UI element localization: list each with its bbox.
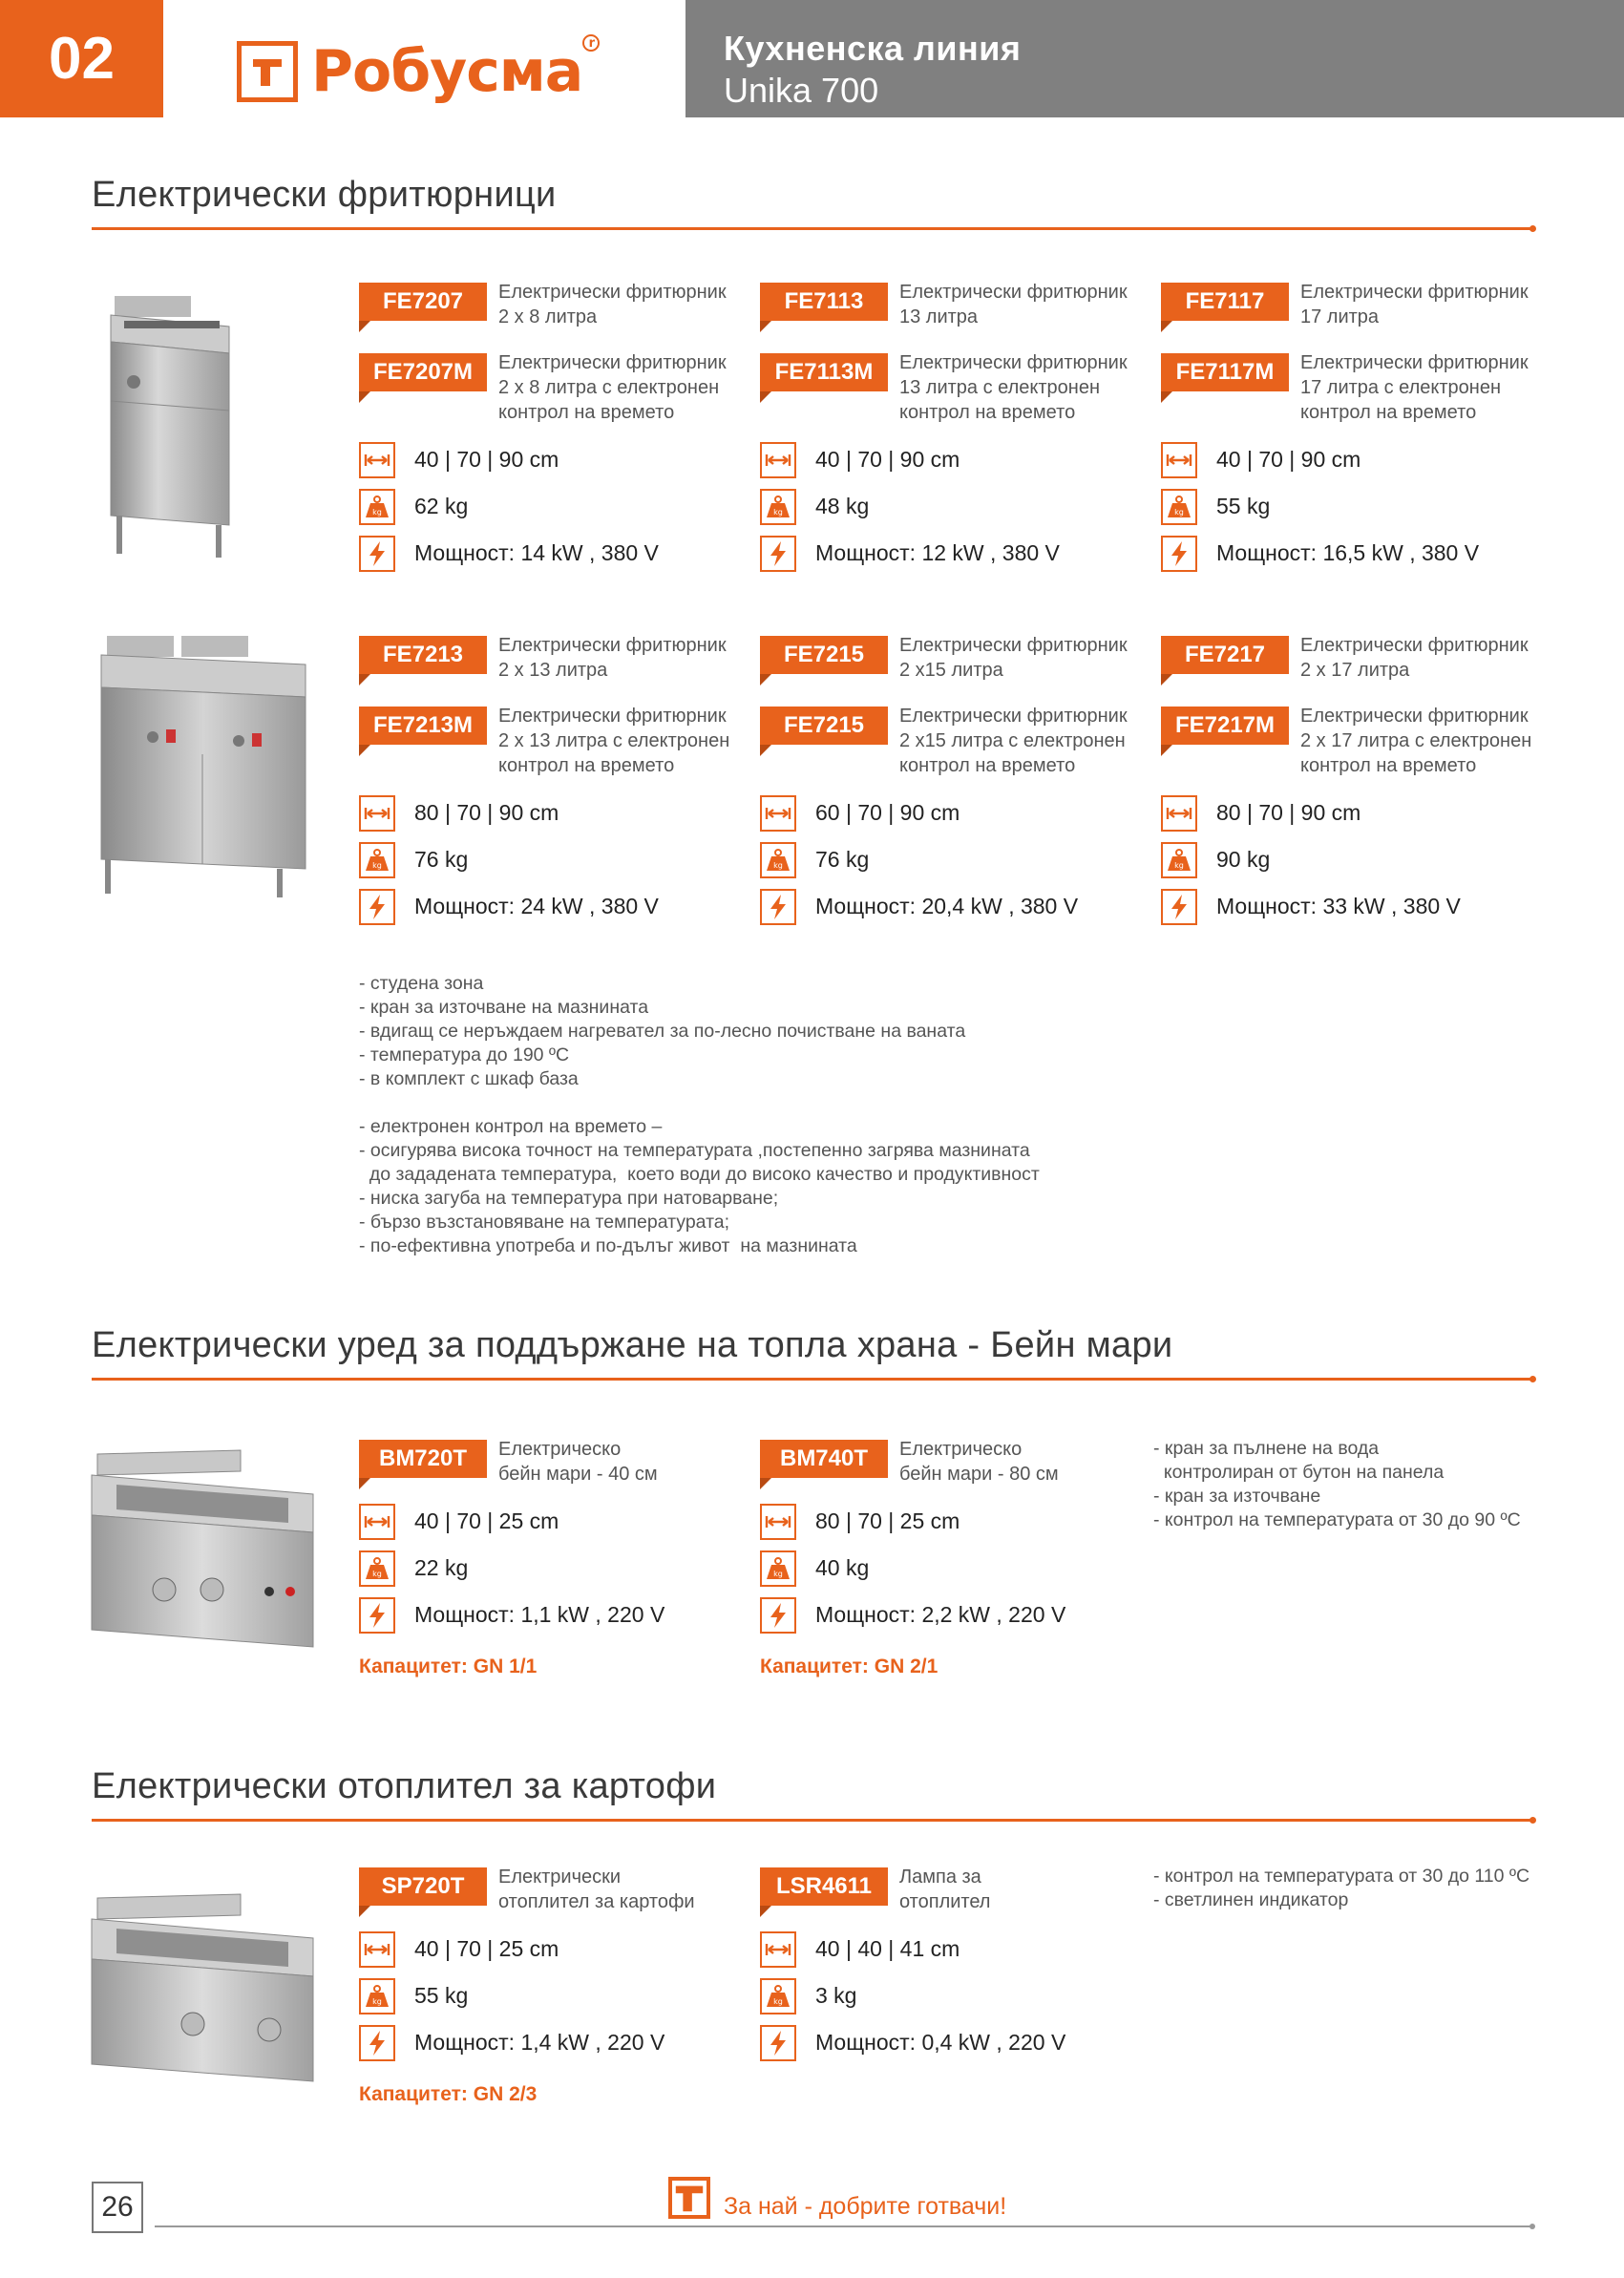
spec-value-power: Мощност: 1,1 kW , 220 V xyxy=(414,1602,665,1627)
product-code-row xyxy=(1161,633,1543,683)
weight-icon xyxy=(760,1550,796,1587)
potato-warmer-image xyxy=(88,1890,317,2091)
spec-value-weight: 22 kg xyxy=(414,1555,469,1580)
spec-dims xyxy=(1161,790,1543,836)
svg-text:kg: kg xyxy=(773,1569,783,1578)
product-description xyxy=(899,280,1128,329)
spec-value-dims: 40 | 40 | 41 cm xyxy=(815,1936,960,1961)
spec-value-dims: 60 | 70 | 90 cm xyxy=(815,800,960,825)
dimensions-icon xyxy=(359,1504,395,1540)
power-icon xyxy=(760,536,796,572)
weight-icon xyxy=(359,842,395,878)
description-line: бейн мари - 40 см xyxy=(498,1464,658,1485)
dimensions-icon xyxy=(760,1504,796,1540)
svg-text:kg: kg xyxy=(372,1569,382,1578)
product-description xyxy=(1300,704,1531,778)
description-line: контрол на времето xyxy=(899,402,1076,423)
description-line: контрол на времето xyxy=(1300,755,1477,776)
weight-icon xyxy=(359,489,395,525)
spec-value-power: Мощност: 0,4 kW , 220 V xyxy=(815,2030,1066,2055)
description-line: Електрически фритюрник xyxy=(899,635,1128,656)
note-line: - кран за източване на мазнината xyxy=(359,997,649,1018)
spec-value-weight: 90 kg xyxy=(1216,847,1271,872)
spec-power xyxy=(760,530,1142,577)
product-capacity: Капацитет: GN 1/1 xyxy=(359,1656,538,1677)
power-icon xyxy=(359,2025,395,2061)
description-line: 2 x15 литра с електронен xyxy=(899,730,1126,751)
description-line: контрол на времето xyxy=(899,755,1076,776)
product-capacity: Капацитет: GN 2/1 xyxy=(760,1656,939,1677)
spec-power xyxy=(359,530,741,577)
spec-dims xyxy=(760,1498,1142,1545)
weight-icon xyxy=(760,842,796,878)
product-code-row xyxy=(359,280,741,329)
section-title-fryers: Електрически фритюрници xyxy=(92,175,557,215)
product-description xyxy=(899,350,1128,425)
product-code-row xyxy=(760,633,1142,683)
description-line: Електрически фритюрник xyxy=(498,282,727,303)
footer-slogan: За най - добрите готвачи! xyxy=(724,2193,1007,2220)
power-icon xyxy=(760,889,796,925)
spec-weight xyxy=(359,483,741,530)
product-code-tag: SP720T xyxy=(359,1867,487,1906)
fryer-product-fe7215 xyxy=(760,633,1142,930)
description-line: 17 литра с електронен xyxy=(1300,377,1502,398)
product-description xyxy=(899,1437,1059,1487)
product-code-tag: BM720T xyxy=(359,1440,487,1478)
note-line: - температура до 190 ºС xyxy=(359,1044,570,1065)
spec-value-power: Мощност: 33 kW , 380 V xyxy=(1216,894,1461,918)
spec-value-dims: 80 | 70 | 25 cm xyxy=(815,1508,960,1533)
fryer-notes xyxy=(359,972,1040,1258)
section-title-potato: Електрически отоплител за картофи xyxy=(92,1766,717,1806)
svg-text:kg: kg xyxy=(773,507,783,517)
note-line: - контрол на температурата от 30 до 90 ºС xyxy=(1153,1509,1521,1530)
spec-weight xyxy=(760,483,1142,530)
spec-weight xyxy=(359,1972,741,2019)
product-code-tag: FE7117 xyxy=(1161,283,1289,321)
spec-value-power: Мощност: 1,4 kW , 220 V xyxy=(414,2030,665,2055)
spec-value-weight: 40 kg xyxy=(815,1555,870,1580)
spec-value-weight: 55 kg xyxy=(1216,494,1271,518)
product-bm720t xyxy=(359,1437,741,1678)
description-line: отоплител xyxy=(899,1891,991,1912)
description-line: контрол на времето xyxy=(498,755,675,776)
description-line: 13 литра xyxy=(899,306,979,327)
description-line: Електрически фритюрник xyxy=(1300,282,1529,303)
power-icon xyxy=(1161,889,1197,925)
footer-divider xyxy=(155,2225,1532,2227)
product-code-tag: FE7215 xyxy=(760,636,888,674)
spec-weight xyxy=(359,836,741,883)
spec-value-dims: 40 | 70 | 25 cm xyxy=(414,1936,559,1961)
weight-icon xyxy=(760,1978,796,2014)
description-line: 13 литра с електронен xyxy=(899,377,1101,398)
description-line: 2 x 13 литра xyxy=(498,660,608,681)
product-code-row xyxy=(359,1865,741,1914)
spec-dims xyxy=(760,436,1142,483)
spec-value-weight: 3 kg xyxy=(815,1983,857,2008)
product-code-row xyxy=(1161,350,1543,425)
spec-value-power: Мощност: 16,5 kW , 380 V xyxy=(1216,540,1480,565)
page-number: 26 xyxy=(92,2182,143,2233)
power-icon xyxy=(1161,536,1197,572)
svg-text:kg: kg xyxy=(773,860,783,870)
description-line: Електрически фритюрник xyxy=(498,352,727,373)
description-line: Електрически фритюрник xyxy=(1300,635,1529,656)
note-line: - по-ефективна употреба и по-дълъг живот на мазнината xyxy=(359,1235,857,1256)
header-title: Кухненска линия xyxy=(724,29,1022,68)
spec-value-dims: 40 | 70 | 90 cm xyxy=(414,447,559,472)
product-code-row xyxy=(760,350,1142,425)
svg-text:kg: kg xyxy=(1174,507,1184,517)
product-description xyxy=(498,633,727,683)
note-line: до зададената температура, което води до високо качество и продуктивност xyxy=(359,1164,1040,1185)
fryer-product-fe7207 xyxy=(359,280,741,577)
brand-name: Робусма r xyxy=(311,38,582,105)
spec-power xyxy=(359,1592,741,1638)
dimensions-icon xyxy=(1161,795,1197,832)
product-code-tag: LSR4611 xyxy=(760,1867,888,1906)
spec-dims xyxy=(1161,436,1543,483)
svg-text:kg: kg xyxy=(372,1996,382,2006)
note-line: - светлинен индикатор xyxy=(1153,1889,1349,1910)
power-icon xyxy=(359,1597,395,1634)
product-code-tag: FE7113M xyxy=(760,353,888,391)
dimensions-icon xyxy=(760,1931,796,1968)
spec-value-dims: 80 | 70 | 90 cm xyxy=(1216,800,1361,825)
spec-value-power: Мощност: 24 kW , 380 V xyxy=(414,894,659,918)
note-line: - в комплект с шкаф база xyxy=(359,1068,579,1089)
fryer-double-image xyxy=(95,630,310,902)
description-line: бейн мари - 80 см xyxy=(899,1464,1059,1485)
product-code-row xyxy=(1161,280,1543,329)
description-line: 2 x 13 литра с електронен xyxy=(498,730,730,751)
section-title-bainmarie: Електрически уред за поддържане на топла храна - Бейн мари xyxy=(92,1325,1173,1365)
product-code-tag: FE7207M xyxy=(359,353,487,391)
product-code-tag: FE7217 xyxy=(1161,636,1289,674)
note-line: - електронен контрол на времето – xyxy=(359,1116,663,1137)
power-icon xyxy=(359,536,395,572)
spec-power xyxy=(760,2019,1142,2066)
description-line: Електрическо xyxy=(899,1439,1023,1460)
spec-value-weight: 55 kg xyxy=(414,1983,469,2008)
spec-value-dims: 80 | 70 | 90 cm xyxy=(414,800,559,825)
description-line: Електрически фритюрник xyxy=(899,352,1128,373)
product-description xyxy=(498,1437,658,1487)
product-description xyxy=(498,704,729,778)
note-line: - кран за пълнене на вода xyxy=(1153,1438,1380,1459)
product-code-tag: FE7117M xyxy=(1161,353,1289,391)
product-lsr4611 xyxy=(760,1865,1142,2066)
dimensions-icon xyxy=(1161,442,1197,478)
product-code-tag: FE7213 xyxy=(359,636,487,674)
description-line: контрол на времето xyxy=(498,402,675,423)
dimensions-icon xyxy=(359,442,395,478)
description-line: Електрически фритюрник xyxy=(1300,706,1529,727)
svg-text:kg: kg xyxy=(1174,860,1184,870)
product-description xyxy=(498,280,727,329)
spec-power xyxy=(760,883,1142,930)
spec-weight xyxy=(760,1545,1142,1592)
note-line: контролиран от бутон на панела xyxy=(1153,1462,1445,1483)
spec-weight xyxy=(760,836,1142,883)
fryer-product-fe7113 xyxy=(760,280,1142,577)
spec-value-weight: 62 kg xyxy=(414,494,469,518)
spec-weight xyxy=(359,1545,741,1592)
description-line: Електрически фритюрник xyxy=(498,706,727,727)
product-sp720t xyxy=(359,1865,741,2106)
product-code-row xyxy=(359,1437,741,1487)
description-line: 2 x 8 литра с електронен xyxy=(498,377,720,398)
product-code-tag: FE7213M xyxy=(359,707,487,745)
note-line: - ниска загуба на температура при натоварване; xyxy=(359,1188,779,1209)
product-code-tag: FE7207 xyxy=(359,283,487,321)
spec-dims xyxy=(359,1498,741,1545)
product-description xyxy=(899,633,1128,683)
description-line: Електрически фритюрник xyxy=(498,635,727,656)
description-line: Лампа за xyxy=(899,1867,981,1888)
spec-value-power: Мощност: 20,4 kW , 380 V xyxy=(815,894,1079,918)
spec-power xyxy=(359,2019,741,2066)
bainmarie-notes xyxy=(1153,1437,1521,1532)
header-subtitle: Unika 700 xyxy=(724,71,879,110)
product-description xyxy=(899,1865,990,1914)
svg-text:kg: kg xyxy=(773,1996,783,2006)
weight-icon xyxy=(1161,842,1197,878)
weight-icon xyxy=(1161,489,1197,525)
spec-value-dims: 40 | 70 | 90 cm xyxy=(815,447,960,472)
section-divider xyxy=(92,227,1532,230)
note-line xyxy=(359,1091,1040,1115)
description-line: 2 x 8 литра xyxy=(498,306,598,327)
product-code-tag: BM740T xyxy=(760,1440,888,1478)
description-line: Електрически фритюрник xyxy=(899,282,1128,303)
description-line: Електрически фритюрник xyxy=(1300,352,1529,373)
product-bm740t xyxy=(760,1437,1142,1678)
description-line: 17 литра xyxy=(1300,306,1380,327)
weight-icon xyxy=(359,1978,395,2014)
spec-power xyxy=(359,883,741,930)
product-code-row xyxy=(760,1437,1142,1487)
dimensions-icon xyxy=(359,1931,395,1968)
description-line: контрол на времето xyxy=(1300,402,1477,423)
spec-power xyxy=(760,1592,1142,1638)
bainmarie-image xyxy=(88,1446,317,1656)
product-description xyxy=(899,704,1128,778)
spec-value-dims: 40 | 70 | 25 cm xyxy=(414,1508,559,1533)
spec-value-power: Мощност: 2,2 kW , 220 V xyxy=(815,1602,1066,1627)
section-number: 02 xyxy=(0,0,163,117)
header-banner xyxy=(685,0,1624,117)
weight-icon xyxy=(760,489,796,525)
spec-weight xyxy=(1161,836,1543,883)
brand-logo xyxy=(237,35,595,105)
description-line: 2 x15 литра xyxy=(899,660,1003,681)
spec-dims xyxy=(359,436,741,483)
spec-value-power: Мощност: 12 kW , 380 V xyxy=(815,540,1060,565)
spec-weight xyxy=(1161,483,1543,530)
product-code-row xyxy=(359,633,741,683)
product-code-tag: FE7215 xyxy=(760,707,888,745)
svg-text:kg: kg xyxy=(372,860,382,870)
description-line: Електрическо xyxy=(498,1439,622,1460)
spec-value-weight: 76 kg xyxy=(815,847,870,872)
note-line: - вдигащ се неръждаем нагревател за по-лесно почистване на ваната xyxy=(359,1021,966,1042)
product-code-row xyxy=(760,280,1142,329)
spec-dims xyxy=(760,790,1142,836)
dimensions-icon xyxy=(359,795,395,832)
description-line: 2 x 17 литра xyxy=(1300,660,1410,681)
spec-power xyxy=(1161,530,1543,577)
spec-dims xyxy=(760,1926,1142,1972)
description-line: Електрически xyxy=(498,1867,622,1888)
logo-mark-icon xyxy=(237,41,298,102)
section-divider xyxy=(92,1819,1532,1822)
spec-dims xyxy=(359,790,741,836)
spec-power xyxy=(1161,883,1543,930)
product-capacity: Капацитет: GN 2/3 xyxy=(359,2083,538,2105)
product-code-tag: FE7113 xyxy=(760,283,888,321)
dimensions-icon xyxy=(760,442,796,478)
product-description xyxy=(1300,633,1529,683)
product-code-row xyxy=(359,350,741,425)
potato-notes xyxy=(1153,1865,1529,1912)
note-line: - осигурява висока точност на температурата ,постепенно загрява мазнината xyxy=(359,1140,1030,1161)
product-code-row xyxy=(1161,704,1543,778)
product-code-row xyxy=(359,704,741,778)
fryer-product-fe7117 xyxy=(1161,280,1543,577)
product-description xyxy=(1300,280,1529,329)
description-line: отоплител за картофи xyxy=(498,1891,695,1912)
weight-icon xyxy=(359,1550,395,1587)
power-icon xyxy=(359,889,395,925)
description-line: 2 x 17 литра с електронен xyxy=(1300,730,1532,751)
note-line: - кран за източване xyxy=(1153,1486,1321,1507)
spec-value-power: Мощност: 14 kW , 380 V xyxy=(414,540,659,565)
spec-dims xyxy=(359,1926,741,1972)
registered-icon: r xyxy=(582,34,600,52)
spec-value-dims: 40 | 70 | 90 cm xyxy=(1216,447,1361,472)
fryer-product-fe7217 xyxy=(1161,633,1543,930)
section-divider xyxy=(92,1378,1532,1381)
product-description xyxy=(498,1865,695,1914)
power-icon xyxy=(760,1597,796,1634)
note-line: - студена зона xyxy=(359,973,484,994)
power-icon xyxy=(760,2025,796,2061)
dimensions-icon xyxy=(760,795,796,832)
product-code-row xyxy=(760,1865,1142,1914)
description-line: Електрически фритюрник xyxy=(899,706,1128,727)
note-line: - бързо възстановяване на температурата; xyxy=(359,1212,730,1233)
product-description xyxy=(498,350,727,425)
svg-text:kg: kg xyxy=(372,507,382,517)
fryer-single-image xyxy=(95,286,248,563)
footer-logo-icon xyxy=(668,2177,710,2219)
note-line: - контрол на температурата от 30 до 110 ºС xyxy=(1153,1866,1530,1887)
spec-value-weight: 48 kg xyxy=(815,494,870,518)
product-code-tag: FE7217M xyxy=(1161,707,1289,745)
fryer-product-fe7213 xyxy=(359,633,741,930)
product-description xyxy=(1300,350,1529,425)
product-code-row xyxy=(760,704,1142,778)
spec-value-weight: 76 kg xyxy=(414,847,469,872)
spec-weight xyxy=(760,1972,1142,2019)
